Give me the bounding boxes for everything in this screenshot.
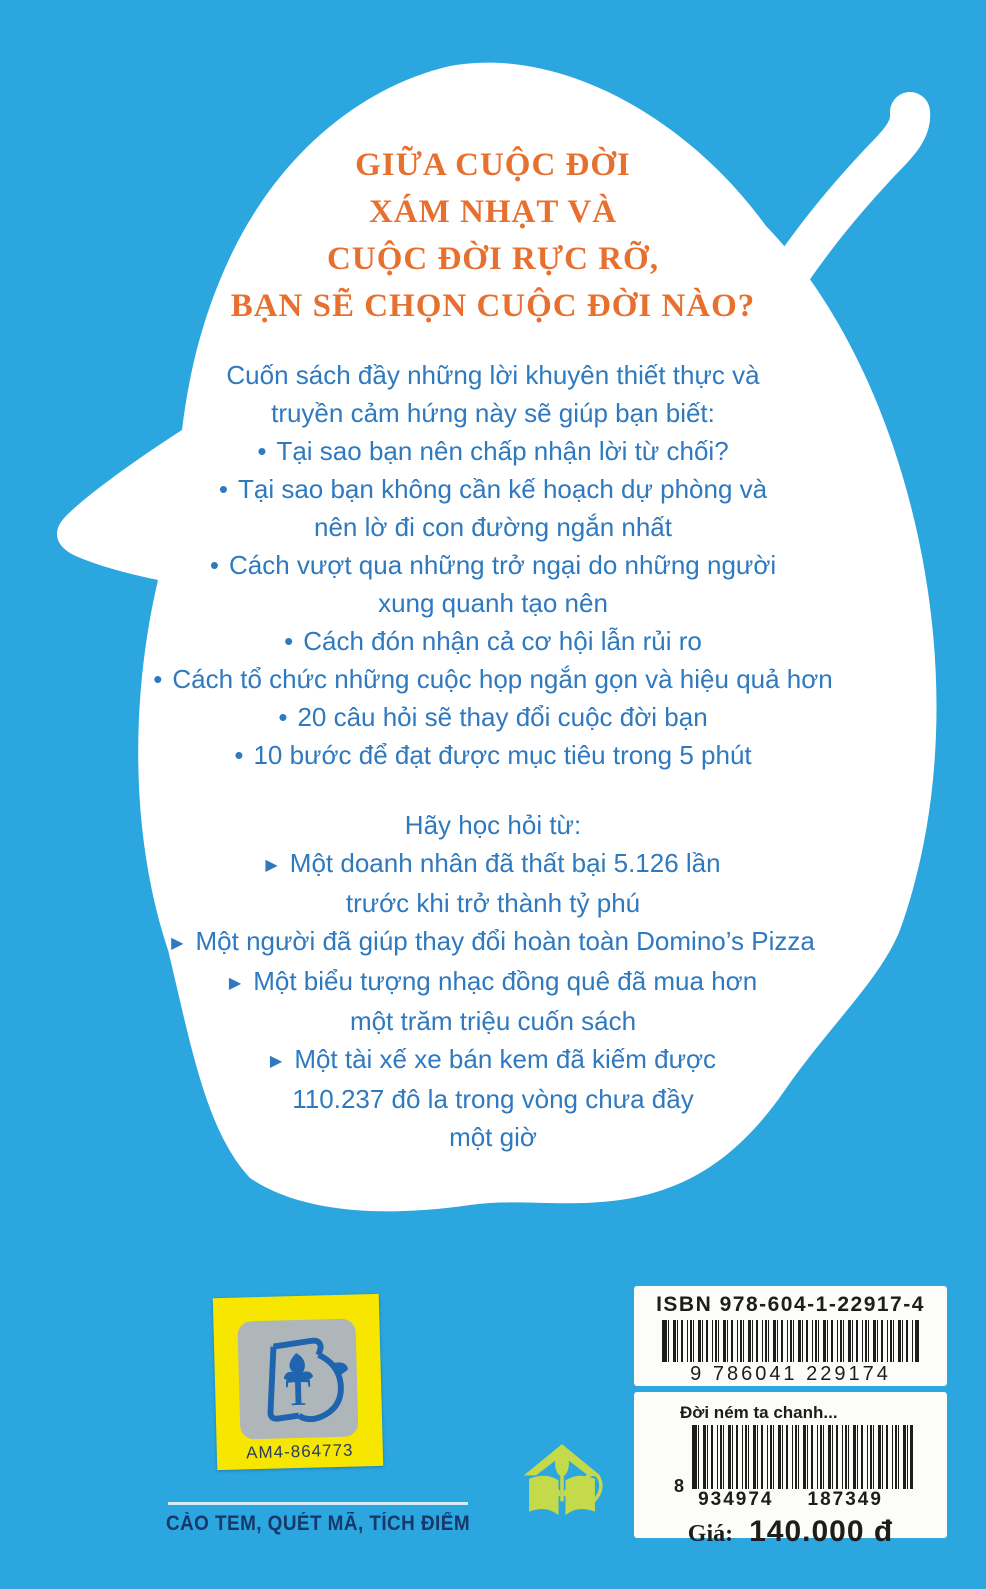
ean-digit-group: 187349	[807, 1489, 883, 1510]
svg-text:T: T	[285, 1371, 312, 1415]
ean-barcode	[692, 1425, 913, 1489]
list-item	[60, 844, 926, 884]
list-item-continuation: 110.237 đô la trong vòng chưa đầy	[292, 1084, 694, 1114]
list-item	[60, 736, 926, 774]
book-sprout-dove-logo-icon	[503, 1432, 621, 1536]
sticker-hologram-square	[237, 1318, 358, 1439]
list-item	[60, 1040, 926, 1080]
list-item	[60, 660, 926, 698]
tagline-line: XÁM NHẠT VÀ	[368, 194, 618, 230]
list-item-continuation: một trăm triệu cuốn sách	[349, 1006, 637, 1036]
list-item-continuation: nên lờ đi con đường ngắn nhất	[314, 512, 672, 542]
price-label: Giá:	[687, 1521, 734, 1547]
torch-dove-logo-icon	[237, 1318, 358, 1439]
bullet-icon: •	[257, 436, 267, 466]
triangle-bullet-icon: ▶	[171, 934, 184, 952]
bullet-icon: •	[284, 626, 294, 656]
loyalty-instruction: CÀO TEM, QUÉT MÃ, TÍCH ĐIỂM	[165, 1512, 471, 1535]
list-item	[60, 622, 926, 660]
list-item	[60, 546, 926, 584]
triangle-bullet-icon: ▶	[265, 856, 278, 874]
isbn-barcode	[662, 1320, 919, 1362]
list-item-text: Một người đã giúp thay đổi hoàn toàn Domino’s Pizza	[195, 926, 815, 956]
intro-line: Cuốn sách đầy những lời khuyên thiết thực và	[226, 360, 760, 390]
ean-digit-group: 934974	[698, 1489, 774, 1510]
intro-line: truyền cảm hứng này sẽ giúp bạn biết:	[271, 398, 715, 428]
list-item	[60, 922, 926, 962]
isbn-number: ISBN 978-604-1-22917-4	[656, 1293, 925, 1316]
list-item-text: Một tài xế xe bán kem đã kiếm được	[294, 1044, 717, 1074]
bullet-icon: •	[278, 702, 288, 732]
list-item-text: Cách tổ chức những cuộc họp ngắn gọn và hiệu quả hơn	[172, 664, 833, 694]
list-item	[60, 470, 926, 508]
sticker-serial-code: AM4-864773	[245, 1440, 354, 1463]
tagline-line: BẠN SẼ CHỌN CUỘC ĐỜI NÀO?	[230, 288, 756, 324]
list-item-text: Cách đón nhận cả cơ hội lẫn rủi ro	[303, 626, 702, 656]
bullet-icon: •	[209, 550, 219, 580]
ean-leading-digit: 8	[674, 1476, 685, 1496]
list-item-continuation: một giờ	[449, 1122, 537, 1152]
price-panel	[634, 1392, 947, 1548]
tagline	[60, 0, 926, 330]
learn-from-section	[60, 806, 926, 1156]
tagline-line: GIỮA CUỘC ĐỜI	[355, 147, 631, 183]
isbn-barcode-digits: 9 786041 229174	[690, 1363, 891, 1385]
list-item-text: 10 bước để đạt được mục tiêu trong 5 phút	[253, 740, 752, 770]
price-row	[634, 1515, 947, 1549]
list-item-text: Một biểu tượng nhạc đồng quê đã mua hơn	[253, 966, 758, 996]
list-item-text: Tại sao bạn không cần kế hoạch dự phòng và	[237, 474, 768, 504]
tagline-line: CUỘC ĐỜI RỰC RỠ,	[327, 241, 659, 277]
triangle-bullet-icon: ▶	[269, 1052, 283, 1070]
list-item-continuation: trước khi trở thành tỷ phú	[345, 888, 641, 918]
section-title: Hãy học hỏi từ:	[404, 810, 582, 840]
list-item-text: Cách vượt qua những trở ngại do những người	[228, 550, 777, 580]
bullet-icon: •	[153, 664, 163, 694]
price-value: 140.000 đ	[749, 1515, 894, 1548]
list-item	[60, 698, 926, 736]
bullet-icon: •	[218, 474, 228, 504]
list-item-text: Một doanh nhân đã thất bại 5.126 lần	[289, 848, 721, 878]
cover-copy	[60, 0, 926, 1156]
list-item-text: 20 câu hỏi sẽ thay đổi cuộc đời bạn	[297, 702, 708, 732]
footer-divider	[168, 1502, 468, 1505]
isbn-panel	[634, 1286, 947, 1386]
intro-paragraph	[60, 356, 926, 432]
benefit-list	[60, 432, 926, 774]
bullet-icon: •	[234, 740, 244, 770]
loyalty-sticker	[213, 1294, 383, 1470]
triangle-bullet-icon: ▶	[228, 974, 242, 992]
list-item	[60, 962, 926, 1002]
list-item-continuation: xung quanh tạo nên	[378, 588, 608, 618]
list-item-text: Tại sao bạn nên chấp nhận lời từ chối?	[276, 436, 729, 466]
list-item	[60, 432, 926, 470]
book-short-title: Đời ném ta chanh...	[680, 1403, 838, 1422]
